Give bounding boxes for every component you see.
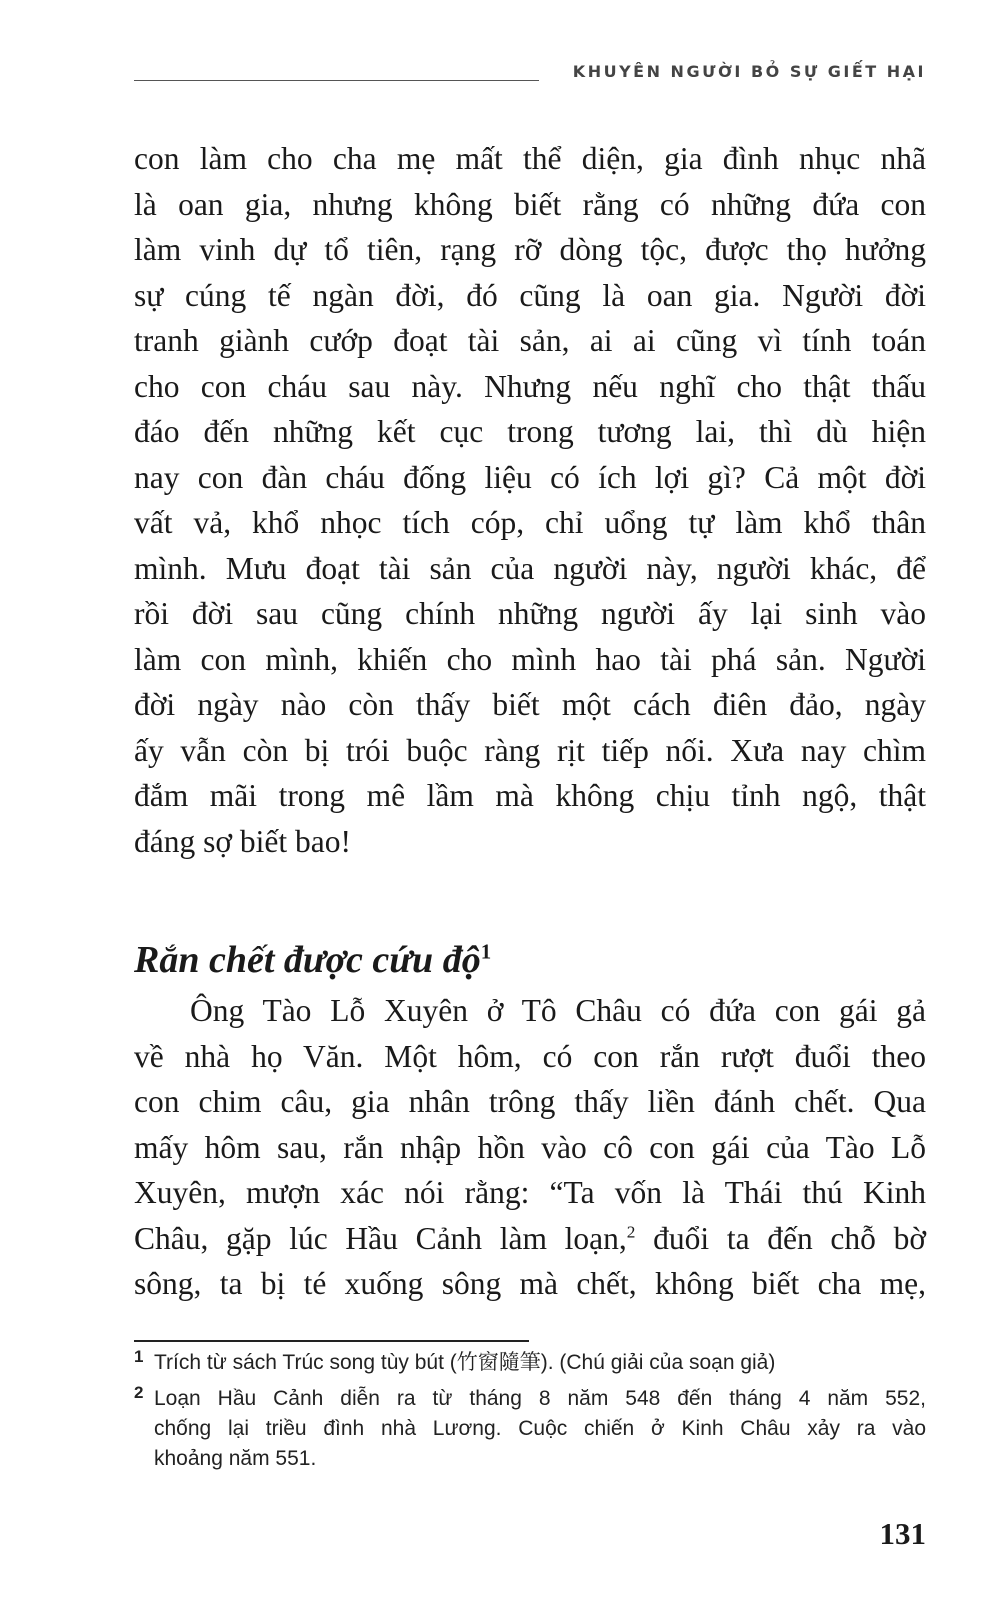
footnote-line: Loạn Hầu Cảnh diễn ra từ tháng 8 năm 548 đến tháng 4 năm 552,: [154, 1387, 926, 1410]
running-head-rule: [134, 80, 539, 81]
running-head-title: KHUYÊN NGƯỜI BỎ SỰ GIẾT HẠI: [572, 62, 926, 81]
footnote-line: Trích từ sách Trúc song tùy bút (竹窗隨筆). (Chú giải của soạn giả): [154, 1351, 776, 1374]
footnote-line: chống lại triều đình nhà Lương. Cuộc chiến ở Kinh Châu xảy ra vào: [154, 1417, 926, 1440]
text-line: mấy hôm sau, rắn nhập hồn vào cô con gái của Tào Lỗ: [134, 1129, 926, 1165]
footnote-marker: 1: [480, 939, 492, 964]
section-heading-text: Rắn chết được cứu độ: [134, 939, 481, 981]
footnote-number: 2: [134, 1383, 144, 1402]
page-number: 131: [879, 1516, 926, 1551]
footnote-marker: 2: [626, 1222, 636, 1241]
paragraph-1: [134, 136, 926, 864]
text-line: là oan gia, nhưng không biết rằng có những đứa con: [134, 186, 926, 222]
text-line: làm vinh dự tổ tiên, rạng rỡ dòng tộc, được thọ hưởng: [134, 232, 926, 267]
text-line: tranh giành cướp đoạt tài sản, ai ai cũng vì tính toán: [134, 323, 926, 358]
text-line: sự cúng tế ngàn đời, đó cũng là oan gia. Người đời: [134, 277, 926, 313]
footnote-2: [134, 1384, 926, 1474]
text-line: rồi đời sau cũng chính những người ấy lại sinh vào: [134, 596, 926, 631]
text-line: Xuyên, mượn xác nói rằng: “Ta vốn là Thái thú Kinh: [134, 1175, 926, 1210]
footnote-number: 1: [134, 1347, 144, 1366]
section-heading: [134, 938, 491, 982]
text-line: Ông Tào Lỗ Xuyên ở Tô Châu có đứa con gái gả: [190, 993, 926, 1028]
text-line: đáo đến những kết cục trong tương lai, thì dù hiện: [134, 414, 926, 449]
text-line: mình. Mưu đoạt tài sản của người này, người khác, để: [134, 550, 926, 586]
text-line: ấy vẫn còn bị trói buộc ràng rịt tiếp nối. Xưa nay chìm: [134, 732, 926, 768]
text-segment: Châu, gặp lúc Hầu Cảnh làm loạn,: [134, 1220, 627, 1256]
text-line: con làm cho cha mẹ mất thể diện, gia đình nhục nhã: [134, 141, 926, 176]
footnote-rule: [134, 1340, 529, 1342]
paragraph-2: [134, 988, 926, 1307]
text-line: đáng sợ biết bao!: [134, 823, 351, 859]
footnote-1: [134, 1348, 926, 1378]
text-line: đời ngày nào còn thấy biết một cách điên đảo, ngày: [134, 687, 926, 722]
footnotes: [134, 1348, 926, 1480]
text-segment: đuổi ta đến chỗ bờ: [653, 1220, 927, 1256]
text-line: nay con đàn cháu đống liệu có ích lợi gì? Cả một đời: [134, 459, 926, 495]
text-line: con chim câu, gia nhân trông thấy liền đánh chết. Qua: [134, 1084, 926, 1119]
footnote-line: khoảng năm 551.: [154, 1447, 317, 1470]
text-line: vất vả, khổ nhọc tích cóp, chỉ uổng tự làm khổ thân: [134, 505, 926, 540]
text-line: sông, ta bị té xuống sông mà chết, không biết cha mẹ,: [134, 1266, 926, 1301]
running-head: [134, 62, 926, 88]
text-line: [134, 1216, 926, 1262]
text-line: về nhà họ Văn. Một hôm, có con rắn rượt đuổi theo: [134, 1038, 926, 1074]
text-line: cho con cháu sau này. Nhưng nếu nghĩ cho thật thấu: [134, 368, 926, 404]
text-line: làm con mình, khiến cho mình hao tài phá sản. Người: [134, 641, 926, 677]
text-line: đắm mãi trong mê lầm mà không chịu tỉnh ngộ, thật: [134, 778, 926, 813]
